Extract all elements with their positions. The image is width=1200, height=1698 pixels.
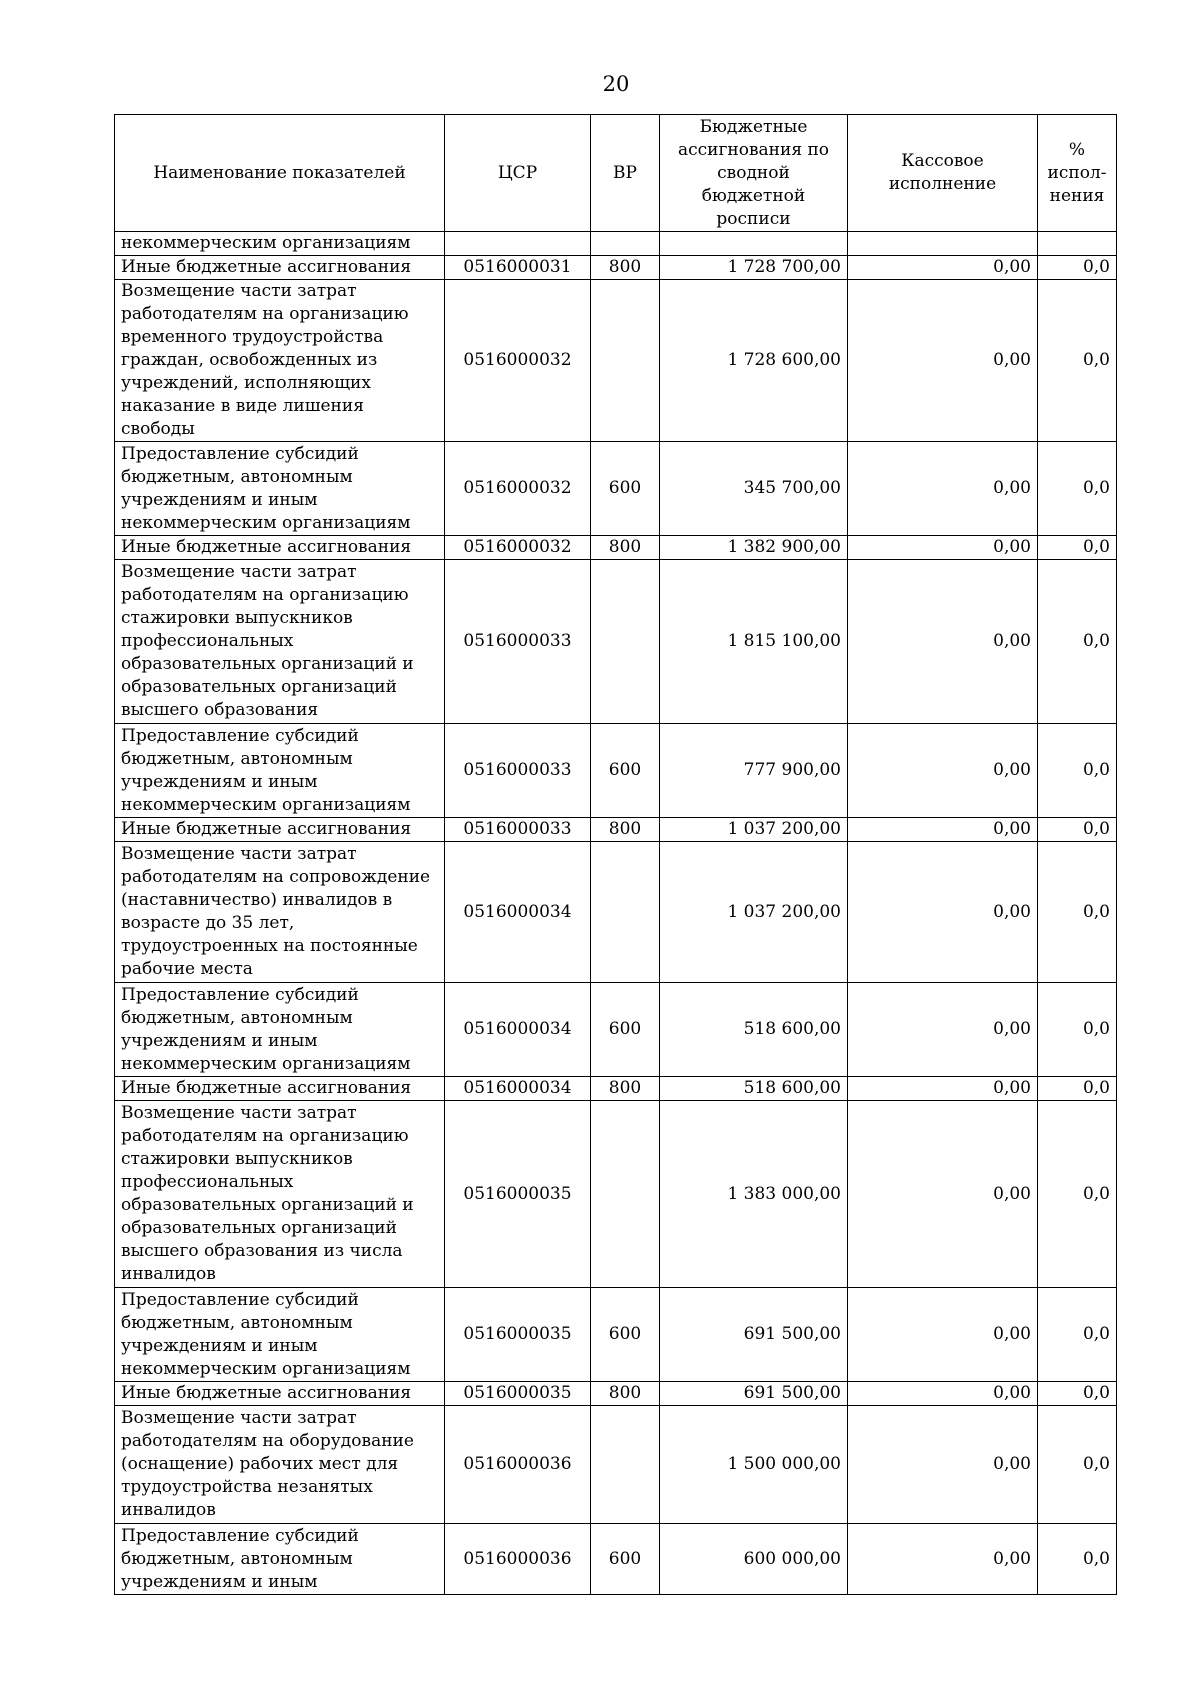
cell-budget: 1 728 700,00 [660,256,848,280]
cell-cash: 0,00 [848,1382,1038,1406]
cell-percent: 0,0 [1038,842,1117,983]
cell-percent: 0,0 [1038,983,1117,1077]
cell-budget: 518 600,00 [660,1077,848,1101]
table-row [115,280,1117,442]
cell-budget [660,232,848,256]
cell-budget: 1 815 100,00 [660,560,848,724]
cell-budget: 691 500,00 [660,1382,848,1406]
cell-budget: 1 500 000,00 [660,1406,848,1524]
cell-percent: 0,0 [1038,256,1117,280]
cell-cash: 0,00 [848,818,1038,842]
cell-cash: 0,00 [848,560,1038,724]
cell-vr: 800 [591,1077,660,1101]
cell-budget: 1 382 900,00 [660,536,848,560]
cell-csr: 0516000034 [445,1077,591,1101]
cell-cash: 0,00 [848,536,1038,560]
cell-percent: 0,0 [1038,1101,1117,1288]
header-vr: ВР [591,115,660,232]
cell-vr: 600 [591,442,660,536]
cell-csr: 0516000035 [445,1101,591,1288]
cell-name: Иные бюджетные ассигнования [115,256,445,280]
cell-vr: 600 [591,1524,660,1595]
header-cash: Кассовое исполнение [848,115,1038,232]
header-name: Наименование показателей [115,115,445,232]
cell-csr: 0516000036 [445,1406,591,1524]
table-header [115,115,1117,232]
cell-name: Иные бюджетные ассигнования [115,536,445,560]
table-row [115,256,1117,280]
cell-name: Возмещение части затрат работодателям на оборудование (оснащение) рабочих мест для трудоустройства незанятых инвалидов [115,1406,445,1524]
cell-name: Предоставление субсидий бюджетным, автономным учреждениям и иным некоммерческим организациям [115,724,445,818]
cell-cash: 0,00 [848,842,1038,983]
cell-csr: 0516000032 [445,280,591,442]
cell-percent: 0,0 [1038,1382,1117,1406]
cell-cash: 0,00 [848,1077,1038,1101]
cell-csr: 0516000033 [445,724,591,818]
cell-vr: 800 [591,256,660,280]
cell-budget: 600 000,00 [660,1524,848,1595]
cell-vr: 800 [591,818,660,842]
cell-csr: 0516000034 [445,983,591,1077]
cell-csr: 0516000033 [445,818,591,842]
cell-name: Иные бюджетные ассигнования [115,1077,445,1101]
cell-csr [445,232,591,256]
table-row [115,442,1117,536]
cell-cash: 0,00 [848,1406,1038,1524]
cell-budget: 345 700,00 [660,442,848,536]
cell-budget: 1 037 200,00 [660,842,848,983]
cell-percent: 0,0 [1038,560,1117,724]
cell-csr: 0516000034 [445,842,591,983]
cell-vr [591,1406,660,1524]
table-row [115,1288,1117,1382]
cell-percent: 0,0 [1038,1288,1117,1382]
cell-percent [1038,232,1117,256]
cell-cash: 0,00 [848,442,1038,536]
cell-vr [591,560,660,724]
table-row [115,1077,1117,1101]
cell-name: Возмещение части затрат работодателям на организацию стажировки выпускников профессиональных образовательных организаций и образовательных организаций высшего образования [115,560,445,724]
cell-vr: 800 [591,536,660,560]
cell-vr: 800 [591,1382,660,1406]
cell-budget: 1 037 200,00 [660,818,848,842]
cell-name: Иные бюджетные ассигнования [115,818,445,842]
header-budget: Бюджетные ассигнования по сводной бюджетной росписи [660,115,848,232]
cell-name: Возмещение части затрат работодателям на организацию стажировки выпускников профессиональных образовательных организаций и образовательных организаций высшего образования из числа инвалидов [115,1101,445,1288]
header-csr: ЦСР [445,115,591,232]
cell-percent: 0,0 [1038,724,1117,818]
cell-budget: 1 728 600,00 [660,280,848,442]
cell-csr: 0516000036 [445,1524,591,1595]
cell-name: Предоставление субсидий бюджетным, автономным учреждениям и иным [115,1524,445,1595]
cell-percent: 0,0 [1038,280,1117,442]
cell-name: Предоставление субсидий бюджетным, автономным учреждениям и иным некоммерческим организациям [115,983,445,1077]
cell-name: Возмещение части затрат работодателям на сопровождение (наставничество) инвалидов в возрасте до 35 лет, трудоустроенных на постоянные рабочие места [115,842,445,983]
cell-csr: 0516000035 [445,1382,591,1406]
cell-name: Иные бюджетные ассигнования [115,1382,445,1406]
cell-percent: 0,0 [1038,1077,1117,1101]
cell-percent: 0,0 [1038,1524,1117,1595]
table-row [115,560,1117,724]
cell-name: Предоставление субсидий бюджетным, автономным учреждениям и иным некоммерческим организациям [115,442,445,536]
table-row [115,1524,1117,1595]
budget-table [114,114,1117,1595]
cell-vr [591,1101,660,1288]
cell-cash: 0,00 [848,1288,1038,1382]
cell-vr: 600 [591,724,660,818]
cell-cash: 0,00 [848,1101,1038,1288]
cell-vr [591,232,660,256]
cell-cash: 0,00 [848,280,1038,442]
cell-cash: 0,00 [848,983,1038,1077]
cell-name: Возмещение части затрат работодателям на организацию временного трудоустройства граждан, освобожденных из учреждений, исполняющих наказание в виде лишения свободы [115,280,445,442]
cell-csr: 0516000032 [445,442,591,536]
cell-csr: 0516000035 [445,1288,591,1382]
cell-percent: 0,0 [1038,536,1117,560]
table-body [115,232,1117,1595]
cell-csr: 0516000033 [445,560,591,724]
table-row [115,536,1117,560]
cell-budget: 1 383 000,00 [660,1101,848,1288]
cell-budget: 777 900,00 [660,724,848,818]
page-number: 20 [602,72,630,96]
table-row [115,724,1117,818]
cell-cash: 0,00 [848,1524,1038,1595]
cell-vr [591,280,660,442]
cell-name: Предоставление субсидий бюджетным, автономным учреждениям и иным некоммерческим организациям [115,1288,445,1382]
cell-budget: 691 500,00 [660,1288,848,1382]
cell-vr [591,842,660,983]
cell-cash [848,232,1038,256]
cell-percent: 0,0 [1038,1406,1117,1524]
header-percent: % испол-нения [1038,115,1117,232]
cell-percent: 0,0 [1038,442,1117,536]
table-row [115,983,1117,1077]
cell-cash: 0,00 [848,256,1038,280]
table-row [115,1101,1117,1288]
table-row [115,232,1117,256]
table-row [115,1382,1117,1406]
cell-cash: 0,00 [848,724,1038,818]
cell-csr: 0516000032 [445,536,591,560]
table-row [115,842,1117,983]
cell-vr: 600 [591,1288,660,1382]
cell-budget: 518 600,00 [660,983,848,1077]
cell-csr: 0516000031 [445,256,591,280]
cell-percent: 0,0 [1038,818,1117,842]
table-row [115,1406,1117,1524]
cell-vr: 600 [591,983,660,1077]
cell-name: некоммерческим организациям [115,232,445,256]
table-row [115,818,1117,842]
